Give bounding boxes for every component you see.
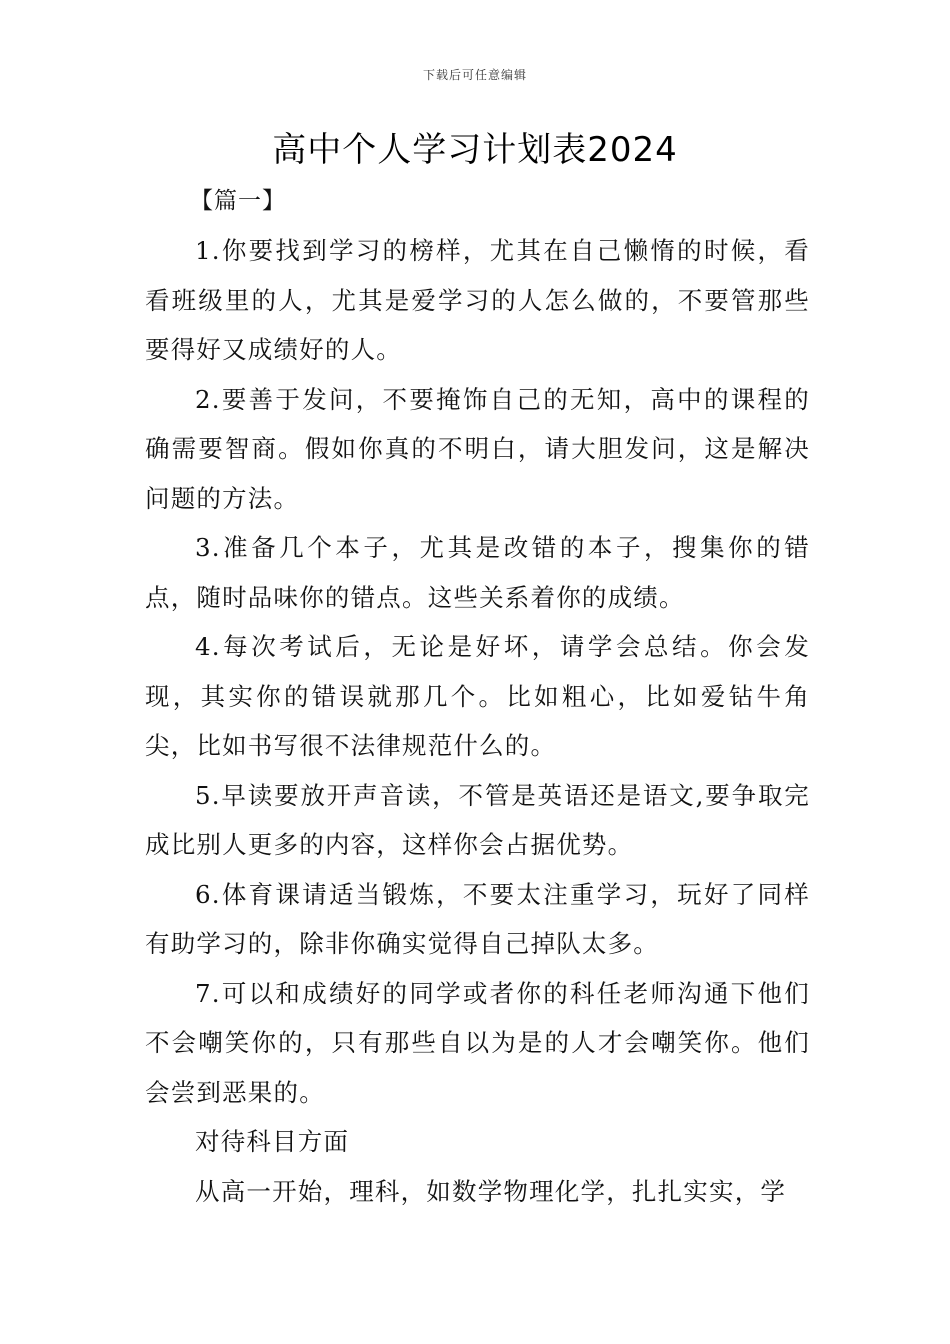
section-label: 【篇一】 bbox=[190, 188, 286, 214]
subject-heading: 对待科目方面 bbox=[195, 1127, 350, 1156]
paragraph-5: 5.早读要放开声音读，不管是英语还是语文,要争取完成比别人更多的内容，这样你会占据优势。 bbox=[145, 780, 810, 859]
paragraph-7: 7.可以和成绩好的同学或者你的科任老师沟通下他们不会嘲笑你的，只有那些自以为是的人才会嘲笑你。他们会尝到恶果的。 bbox=[145, 978, 810, 1107]
document-body bbox=[145, 182, 810, 1216]
paragraph-4: 4.每次考试后，无论是好坏，请学会总结。你会发现，其实你的错误就那几个。比如粗心，比如爱钻牛角尖，比如书写很不法律规范什么的。 bbox=[145, 632, 810, 760]
paragraph-3: 3.准备几个本子，尤其是改错的本子，搜集你的错点，随时品味你的错点。这些关系着你的成绩。 bbox=[145, 533, 810, 612]
document-title: 高中个人学习计划表2024 bbox=[272, 130, 678, 170]
paragraph-8: 从高一开始，理科，如数学物理化学，扎扎实实，学 bbox=[195, 1176, 787, 1206]
paragraph-2: 2.要善于发问，不要掩饰自己的无知，高中的课程的确需要智商。假如你真的不明白，请大胆发问，这是解决问题的方法。 bbox=[145, 384, 810, 513]
paragraph-1: 1.你要找到学习的榜样，尤其在自己懒惰的时候，看看班级里的人，尤其是爱学习的人怎么做的，不要管那些要得好又成绩好的人。 bbox=[145, 236, 810, 364]
header-note: 下载后可任意编辑 bbox=[422, 68, 527, 82]
paragraph-6: 6.体育课请适当锻炼，不要太注重学习，玩好了同样有助学习的，除非你确实觉得自己掉队太多。 bbox=[145, 879, 810, 958]
